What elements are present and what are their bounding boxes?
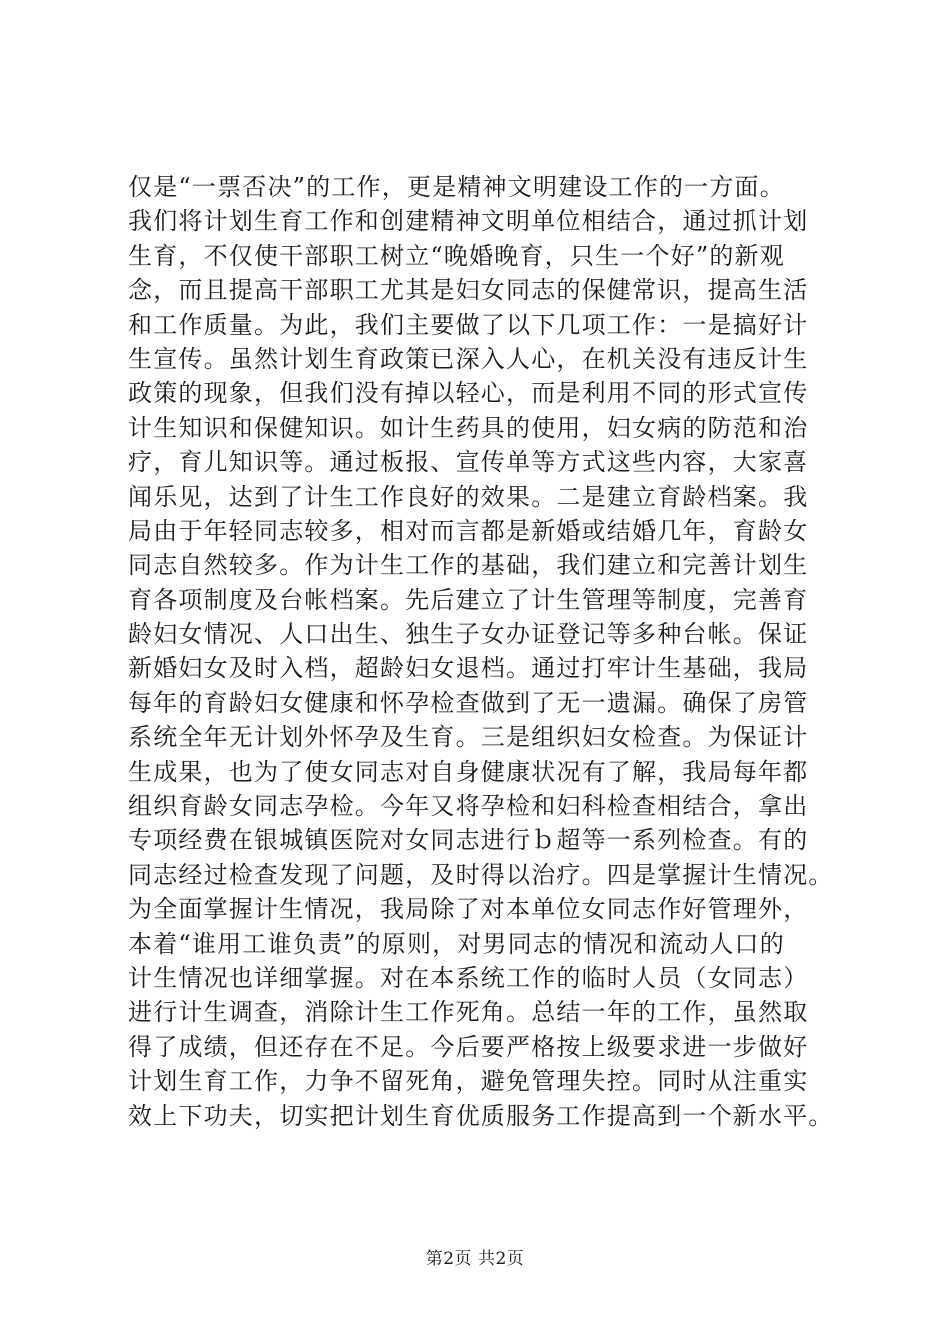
text-line: 为全面掌握计生情况，我局除了对本单位女同志作好管理外， (128, 895, 809, 924)
text-line: 本着“谁用工谁负责”的原则，对男同志的情况和流动人口的 (128, 929, 785, 958)
body-paragraph (128, 170, 848, 1133)
text-line: 育各项制度及台帐档案。先后建立了计生管理等制度，完善育 (128, 585, 809, 614)
text-line: 得了成绩，但还存在不足。今后要严格按上级要求进一步做好 (128, 1032, 809, 1061)
text-line: 每年的育龄妇女健康和怀孕检查做到了无一遗漏。确保了房管 (128, 688, 809, 717)
text-line: 新婚妇女及时入档，超龄妇女退档。通过打牢计生基础，我局 (128, 654, 809, 683)
text-line: 闻乐见，达到了计生工作良好的效果。二是建立育龄档案。我 (128, 482, 809, 511)
text-line: 同志自然较多。作为计生工作的基础，我们建立和完善计划生 (128, 551, 809, 580)
text-line: 我们将计划生育工作和创建精神文明单位相结合，通过抓计划 (128, 207, 809, 236)
text-line: 计生知识和保健知识。如计生药具的使用，妇女病的防范和治 (128, 413, 809, 442)
text-line: 生成果，也为了使女同志对自身健康状况有了解，我局每年都 (128, 757, 809, 786)
text-line: 局由于年轻同志较多，相对而言都是新婚或结婚几年，育龄女 (128, 516, 809, 545)
text-line: 组织育龄女同志孕检。今年又将孕检和妇科检查相结合，拿出 (128, 792, 809, 821)
page-footer: 第2页 共2页 (425, 1249, 525, 1269)
text-line: 龄妇女情况、人口出生、独生子女办证登记等多种台帐。保证 (128, 620, 809, 649)
text-line: 疗，育儿知识等。通过板报、宣传单等方式这些内容，大家喜 (128, 448, 809, 477)
text-line: 计划生育工作，力争不留死角，避免管理失控。同时从注重实 (128, 1067, 809, 1096)
text-line: 和工作质量。为此，我们主要做了以下几项工作：一是搞好计 (128, 310, 809, 339)
text-line: 仅是“一票否决”的工作，更是精神文明建设工作的一方面。 (128, 173, 785, 201)
text-line: 政策的现象，但我们没有掉以轻心，而是利用不同的形式宣传 (128, 379, 809, 408)
text-line: 效上下功夫，切实把计划生育优质服务工作提高到一个新水平。 (128, 1101, 834, 1130)
text-line: 进行计生调查，消除计生工作死角。总结一年的工作，虽然取 (128, 998, 809, 1027)
text-line: 专项经费在银城镇医院对女同志进行ｂ超等一系列检查。有的 (128, 826, 809, 855)
text-line: 生宣传。虽然计划生育政策已深入人心，在机关没有违反计生 (128, 344, 809, 373)
text-line: 系统全年无计划外怀孕及生育。三是组织妇女检查。为保证计 (128, 723, 809, 752)
text-line: 计生情况也详细掌握。对在本系统工作的临时人员（女同志） (128, 963, 809, 992)
text-line: 同志经过检查发现了问题，及时得以治疗。四是掌握计生情况。 (128, 860, 834, 889)
text-line: 生育，不仅使干部职工树立“晚婚晚育，只生一个好”的新观 (128, 241, 785, 270)
text-line: 念，而且提高干部职工尤其是妇女同志的保健常识，提高生活 (128, 276, 809, 305)
